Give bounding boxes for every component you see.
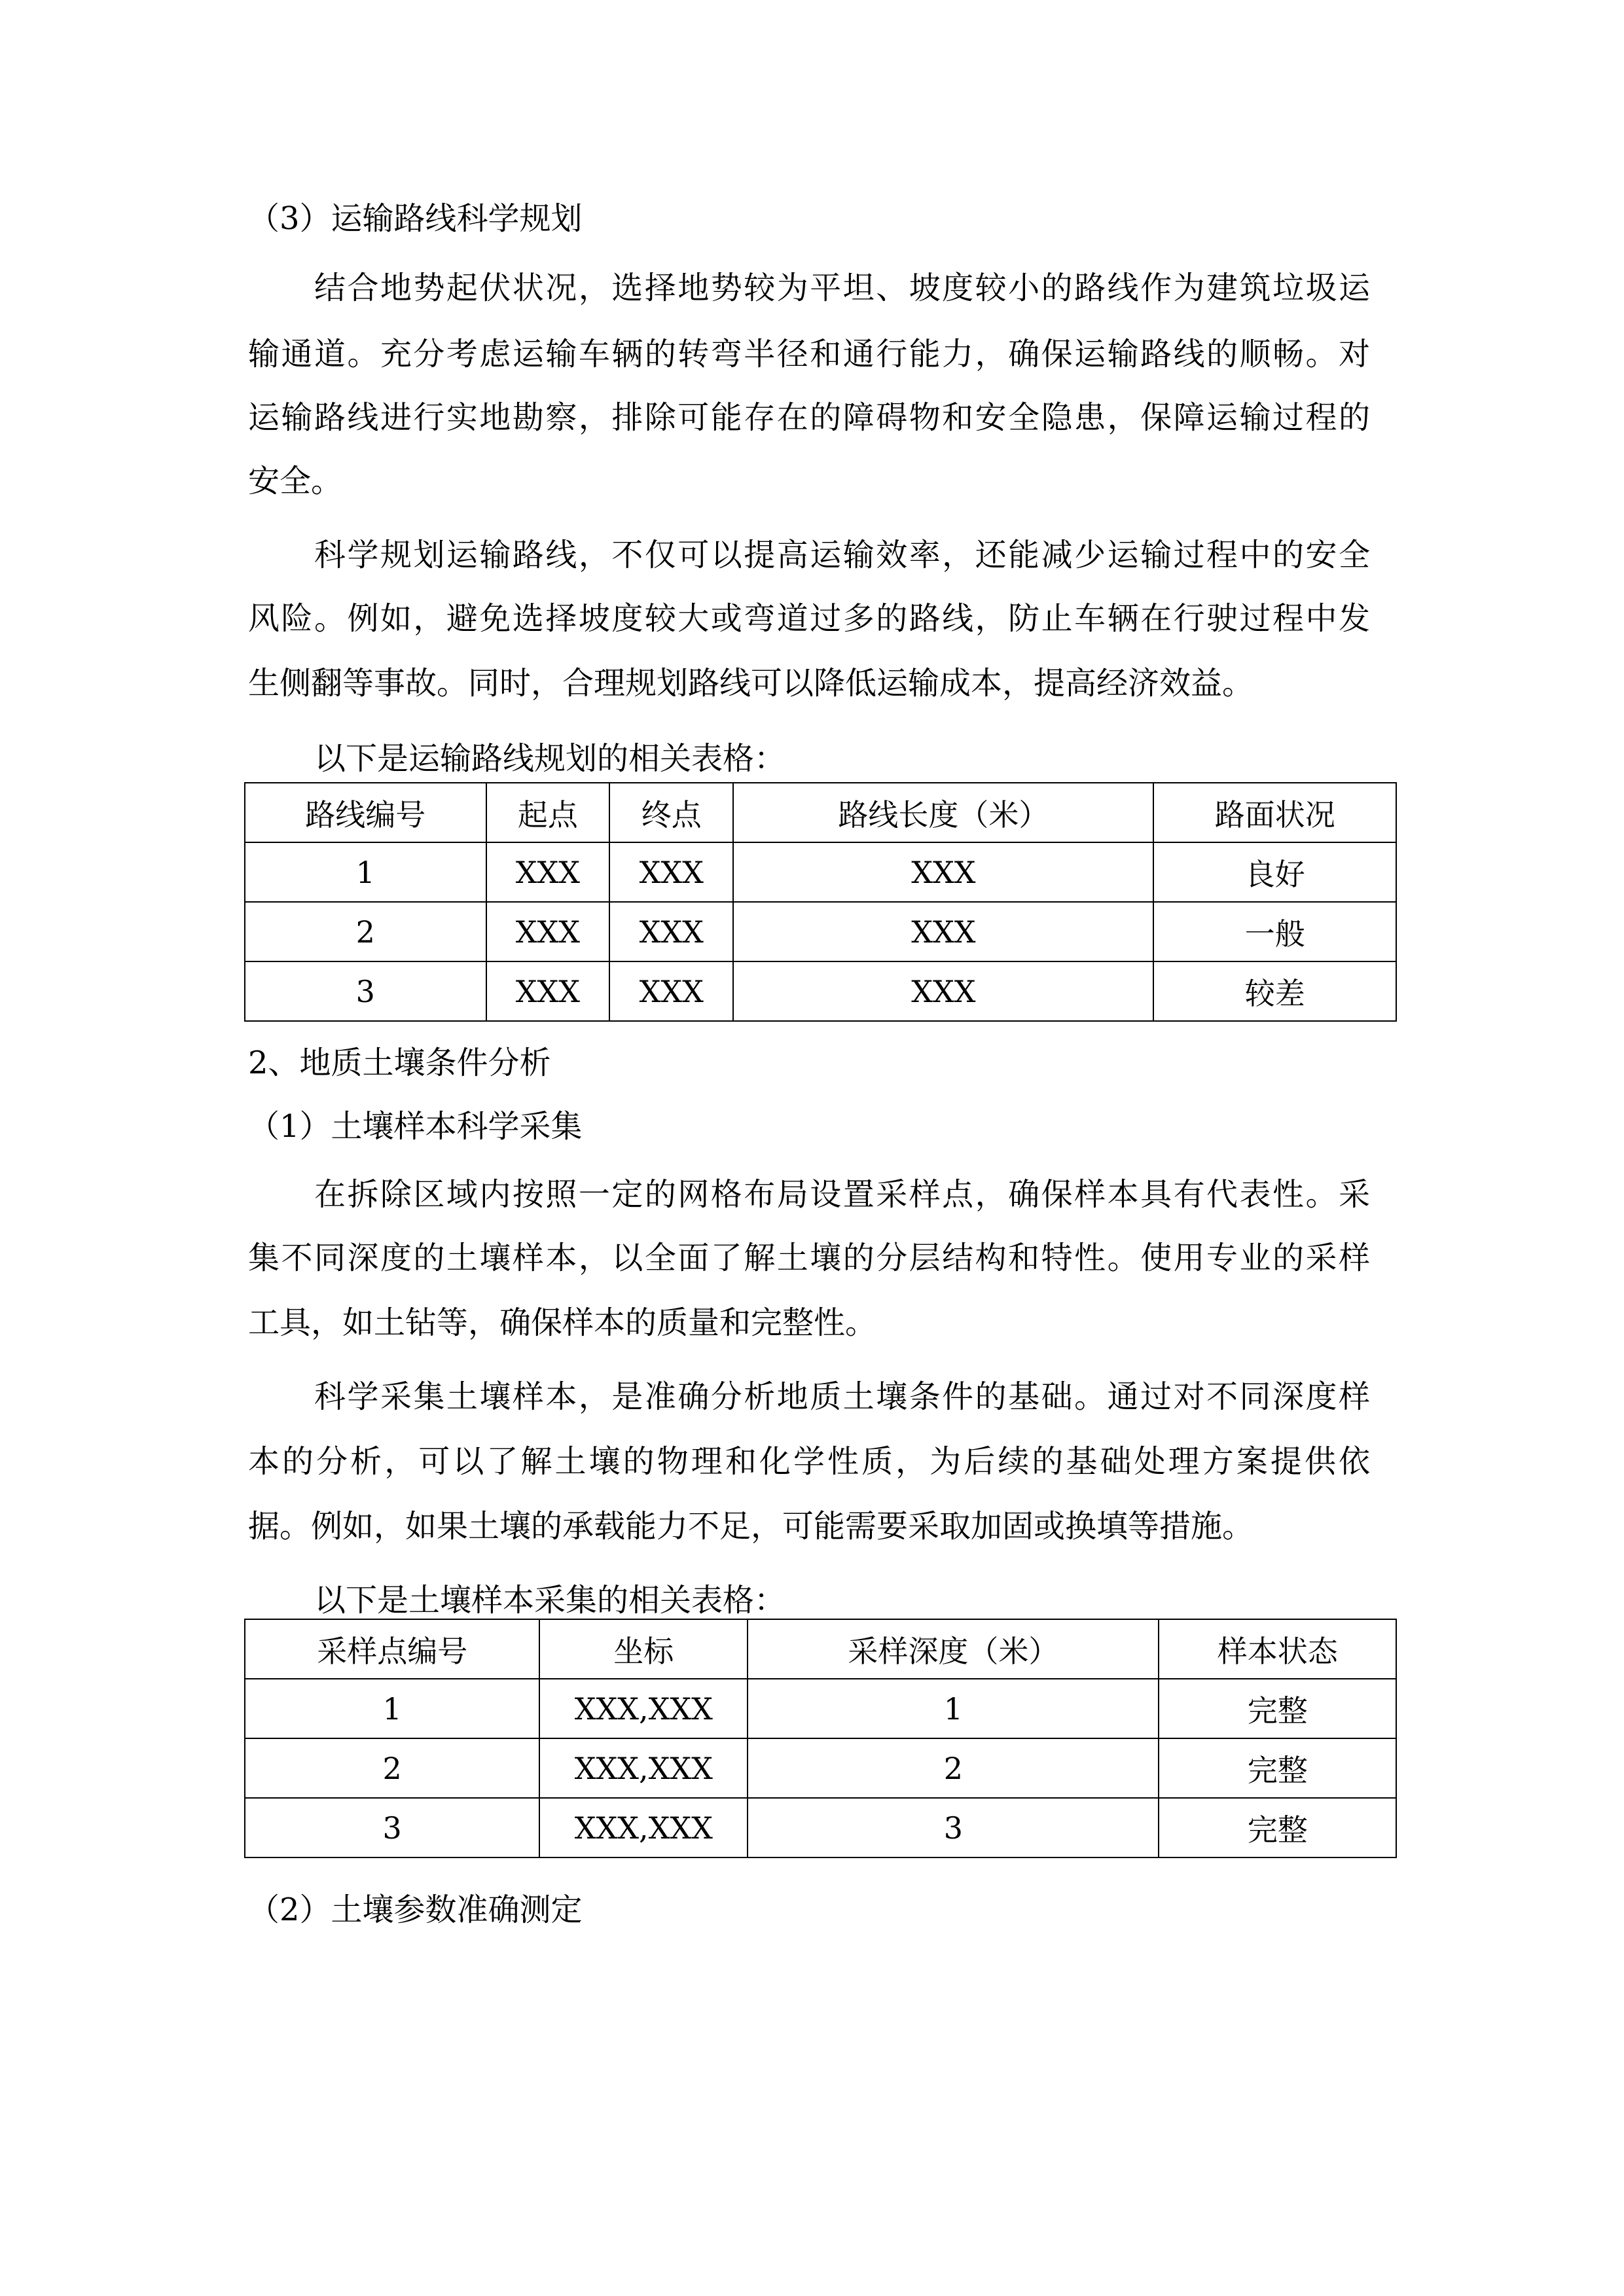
paragraph-line: 在拆除区域内按照一定的网格布局设置采样点，确保样本具有代表性。采: [314, 1176, 1370, 1213]
paragraph-line: 结合地势起伏状况，选择地势较为平坦、坡度较小的路线作为建筑垃圾运: [314, 270, 1370, 306]
table-cell: XXX: [733, 961, 1153, 1021]
section-heading-geology: 2、地质土壤条件分析: [248, 1045, 551, 1081]
paragraph-line: 输通道。充分考虑运输车辆的转弯半径和通行能力，确保运输路线的顺畅。对: [248, 336, 1370, 372]
header-cell: 采样深度（米）: [748, 1619, 1159, 1679]
header-cell: 路线长度（米）: [733, 783, 1153, 842]
paragraph-line: 安全。: [248, 463, 343, 499]
table-cell: XXX: [609, 961, 733, 1021]
table-cell: XXX,XXX: [539, 1679, 748, 1738]
paragraph-line: 运输路线进行实地勘察，排除可能存在的障碍物和安全隐患，保障运输过程的: [248, 399, 1370, 436]
table-cell: 2: [245, 902, 486, 961]
table-cell: 一般: [1153, 902, 1396, 961]
header-cell: 坐标: [539, 1619, 748, 1679]
table-cell: XXX,XXX: [539, 1738, 748, 1798]
transport-route-table: [244, 782, 1397, 1022]
table-cell: XXX: [486, 902, 610, 961]
table-cell: XXX,XXX: [539, 1798, 748, 1857]
table-cell: 3: [245, 961, 486, 1021]
table-cell: 较差: [1153, 961, 1396, 1021]
header-cell: 起点: [486, 783, 610, 842]
section-heading-transport-route: （3）运输路线科学规划: [248, 200, 583, 237]
table2-intro: 以下是土壤样本采集的相关表格：: [314, 1582, 786, 1619]
table1-intro: 以下是运输路线规划的相关表格：: [314, 740, 786, 777]
table-cell: 良好: [1153, 842, 1396, 902]
paragraph-line: 生侧翻等事故。同时，合理规划路线可以降低运输成本，提高经济效益。: [248, 665, 1254, 702]
table-row: [245, 842, 1396, 902]
table-cell: 完整: [1159, 1679, 1396, 1738]
table-row: [245, 902, 1396, 961]
table-cell: 2: [245, 1738, 539, 1798]
paragraph-line: 集不同深度的土壤样本，以全面了解土壤的分层结构和特性。使用专业的采样: [248, 1240, 1370, 1276]
subsection-heading-soil-parameters: （2）土壤参数准确测定: [248, 1892, 583, 1928]
paragraph-line: 工具，如土钻等，确保样本的质量和完整性。: [248, 1304, 877, 1341]
paragraph-line: 科学规划运输路线，不仅可以提高运输效率，还能减少运输过程中的安全: [314, 537, 1370, 573]
table-cell: XXX: [486, 842, 610, 902]
table-header-row: [245, 1619, 1396, 1679]
subsection-heading-soil-sampling: （1）土壤样本科学采集: [248, 1108, 583, 1145]
table-cell: 完整: [1159, 1798, 1396, 1857]
table-cell: XXX: [733, 902, 1153, 961]
header-cell: 终点: [609, 783, 733, 842]
table-row: [245, 1798, 1396, 1857]
header-cell: 路线编号: [245, 783, 486, 842]
table-cell: XXX: [486, 961, 610, 1021]
table-cell: XXX: [733, 842, 1153, 902]
table-cell: 2: [748, 1738, 1159, 1798]
table-cell: 1: [245, 842, 486, 902]
paragraph-line: 本的分析，可以了解土壤的物理和化学性质，为后续的基础处理方案提供依: [248, 1443, 1370, 1480]
table-cell: 1: [748, 1679, 1159, 1738]
paragraph-line: 风险。例如，避免选择坡度较大或弯道过多的路线，防止车辆在行驶过程中发: [248, 600, 1370, 637]
header-cell: 样本状态: [1159, 1619, 1396, 1679]
table-cell: XXX: [609, 842, 733, 902]
table-cell: 完整: [1159, 1738, 1396, 1798]
paragraph-line: 据。例如，如果土壤的承载能力不足，可能需要采取加固或换填等措施。: [248, 1508, 1254, 1545]
table-cell: XXX: [609, 902, 733, 961]
table-cell: 3: [245, 1798, 539, 1857]
header-cell: 路面状况: [1153, 783, 1396, 842]
table-row: [245, 961, 1396, 1021]
table-row: [245, 1738, 1396, 1798]
table-cell: 1: [245, 1679, 539, 1738]
header-cell: 采样点编号: [245, 1619, 539, 1679]
paragraph-line: 科学采集土壤样本，是准确分析地质土壤条件的基础。通过对不同深度样: [314, 1378, 1370, 1415]
table-header-row: [245, 783, 1396, 842]
table-cell: 3: [748, 1798, 1159, 1857]
soil-sample-table: [244, 1619, 1397, 1858]
table-row: [245, 1679, 1396, 1738]
